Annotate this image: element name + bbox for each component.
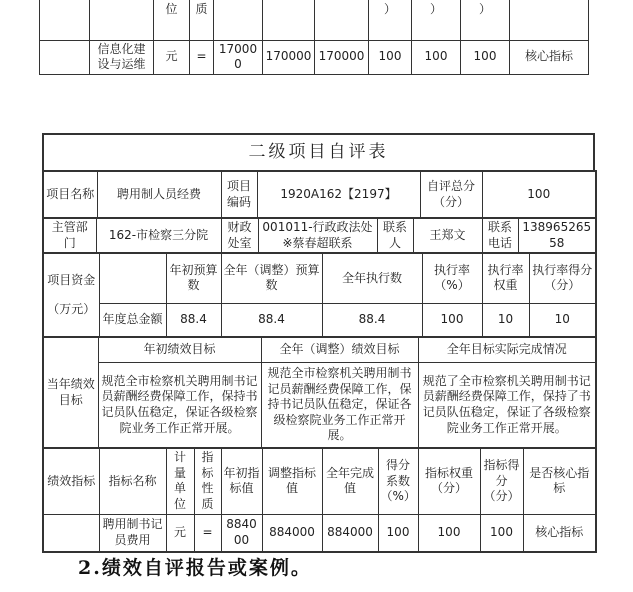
table-row [43,303,596,337]
contact-label: 联系人 [377,218,413,253]
column-header: 全年目标实际完成情况 [418,337,596,362]
department-label: 主管部门 [43,218,96,253]
phone-value: 13896526558 [518,218,596,253]
unit-cell: 元 [154,40,190,74]
indicator-name-cell: 聘用制书记员费用 [99,514,166,552]
column-header-partial: 质 [190,0,214,40]
score-cell: 100 [461,40,510,74]
initial-value-cell: 170000 [214,40,263,74]
rate-score-value: 10 [529,303,596,337]
column-header: 全年（调整）预算数 [221,253,322,303]
table-cell [90,0,154,40]
column-header: 年初绩效目标 [98,337,261,362]
finance-office-value: 001011-行政政法处※蔡春超联系 [258,218,377,253]
core-indicator-cell: 核心指标 [523,514,596,552]
core-indicator-cell: 核心指标 [510,40,589,74]
execution-rate-value: 100 [422,303,482,337]
column-header-partial: ） [369,0,412,40]
completed-value-cell: 884000 [322,514,378,552]
column-header-partial: ） [461,0,510,40]
indicator-name-cell: 信息化建设与运维 [90,40,154,74]
table-cell [510,0,589,40]
score-cell: 100 [480,514,523,552]
table-row [43,448,596,514]
initial-value-cell: 884000 [221,514,262,552]
table-row [43,514,596,552]
department-value: 162-市检察三分院 [96,218,221,253]
project-code-value: 1920A162【2197】 [257,171,420,218]
column-header: 年初指标值 [221,448,262,514]
unit-cell: 元 [166,514,194,552]
table-cell [214,0,263,40]
column-header: 指标得分（分） [480,448,523,514]
column-header: 年初预算数 [166,253,221,303]
column-header: 执行率得分（分） [529,253,596,303]
project-name-value: 聘用制人员经费 [97,171,221,218]
column-header-partial: ） [412,0,461,40]
initial-budget-value: 88.4 [166,303,221,337]
project-code-label: 项目编码 [221,171,257,218]
weight-cell: 100 [418,514,480,552]
adjusted-target-text: 规范全市检察机关聘用制书记员薪酬经费保障工作，保持书记员队伍稳定，保证各级检察院业务工作正常开展。 [261,362,418,448]
adjusted-value-cell: 170000 [263,40,315,74]
weight-cell: 100 [412,40,461,74]
column-header: 全年执行数 [322,253,422,303]
contact-value: 王郑文 [413,218,482,253]
column-header: 是否核心指标 [523,448,596,514]
section-heading: 2.绩效自评报告或案例。 [78,557,312,579]
table-row [40,40,589,74]
funds-unit-text: （万元） [47,301,96,316]
executed-value: 88.4 [322,303,422,337]
score-coefficient-cell: 100 [369,40,412,74]
column-header: 指标名称 [99,448,166,514]
table-cell [263,0,315,40]
table-title: 二级项目自评表 [43,134,594,171]
column-header: 执行率（%） [422,253,482,303]
table-cell [40,40,90,74]
table-row [43,362,596,448]
column-header: 全年完成值 [322,448,378,514]
self-score-label: 自评总分（分） [420,171,482,218]
score-coefficient-cell: 100 [378,514,418,552]
funds-label [43,253,99,337]
column-header: 得分系数（%） [378,448,418,514]
self-evaluation-table [42,133,597,553]
column-header: 调整指标值 [262,448,322,514]
table-row [43,218,596,253]
completed-value-cell: 170000 [315,40,369,74]
adjusted-budget-value: 88.4 [221,303,322,337]
rate-weight-value: 10 [482,303,529,337]
initial-target-text: 规范全市检察机关聘用制书记员薪酬经费保障工作，保持书记员队伍稳定，保证各级检察院业务工作正常开展。 [98,362,261,448]
phone-label: 联系电话 [482,218,518,253]
column-header-partial: 位 [154,0,190,40]
annual-total-label: 年度总金额 [99,303,166,337]
adjusted-value-cell: 884000 [262,514,322,552]
targets-label: 当年绩效目标 [43,337,98,448]
table-cell [315,0,369,40]
self-score-value: 100 [482,171,596,218]
actual-completion-text: 规范了全市检察机关聘用制书记员薪酬经费保障工作，保持了书记员队伍稳定，保证了各级检察院业务工作正常开展。 [418,362,596,448]
funds-label-text: 项目资金 [47,273,96,288]
table-row [43,171,596,218]
table-cell [40,0,90,40]
finance-office-label: 财政处室 [221,218,258,253]
column-header: 全年（调整）绩效目标 [261,337,418,362]
nature-cell: = [190,40,214,74]
indicators-label: 绩效指标 [43,448,99,514]
column-header: 执行率权重 [482,253,529,303]
table-row [43,337,596,362]
table-row [43,253,596,303]
column-header: 指标性质 [194,448,221,514]
project-name-label: 项目名称 [43,171,97,218]
table-cell [43,514,99,552]
column-header: 指标权重（分） [418,448,480,514]
nature-cell: = [194,514,221,552]
previous-indicator-table [39,0,589,75]
table-cell [99,253,166,303]
column-header: 计量单位 [166,448,194,514]
